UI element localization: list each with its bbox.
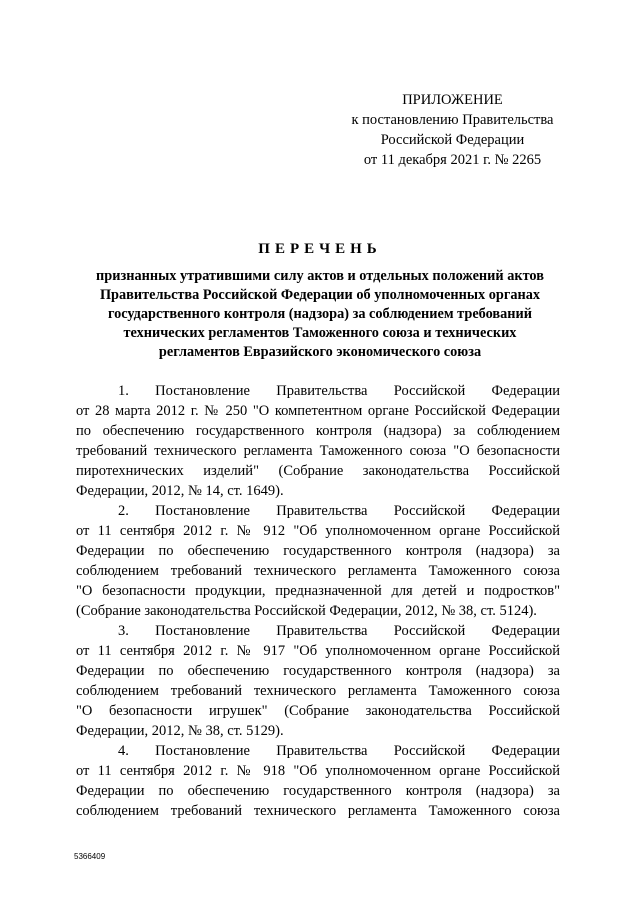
subtitle-line: признанных утратившими силу актов и отдельных положений актов bbox=[96, 268, 544, 284]
paragraph-line: от 28 марта 2012 г. № 250 "О компетентном органе Российской Федерации bbox=[76, 403, 560, 419]
paragraph-line: по обеспечению государственного контроля (надзора) за соблюдением bbox=[76, 423, 560, 439]
paragraph-line: 4. Постановление Правительства Российской Федерации bbox=[118, 743, 560, 759]
document-title: ПЕРЕЧЕНЬ bbox=[258, 241, 382, 257]
paragraph-line: 2. Постановление Правительства Российской Федерации bbox=[118, 503, 560, 519]
paragraph-line: от 11 сентября 2012 г. № 918 "Об уполномоченном органе Российской bbox=[76, 763, 560, 779]
paragraph-line: Федерации, 2012, № 14, ст. 1649). bbox=[76, 483, 284, 499]
paragraph-line: соблюдением требований технического регламента Таможенного союза bbox=[76, 803, 560, 819]
paragraph-line: Федерации, 2012, № 38, ст. 5129). bbox=[76, 723, 284, 739]
paragraph-line: 3. Постановление Правительства Российской Федерации bbox=[118, 623, 560, 639]
paragraph-line: Федерации по обеспечению государственного контроля (надзора) за bbox=[76, 543, 560, 559]
document-id-footer: 5366409 bbox=[74, 852, 106, 861]
paragraph-line: Федерации по обеспечению государственного контроля (надзора) за bbox=[76, 783, 560, 799]
paragraph-line: соблюдением требований технического регламента Таможенного союза bbox=[76, 563, 560, 579]
document-body bbox=[76, 381, 560, 821]
appendix-date-number: от 11 декабря 2021 г. № 2265 bbox=[363, 152, 542, 168]
paragraph-line: "О безопасности продукции, предназначенной для детей и подростков" bbox=[76, 583, 560, 599]
subtitle-line: регламентов Евразийского экономического союза bbox=[158, 344, 482, 360]
list-item bbox=[76, 381, 560, 501]
paragraph-line: (Собрание законодательства Российской Федерации, 2012, № 38, ст. 5124). bbox=[76, 603, 537, 619]
paragraph-line: 1. Постановление Правительства Российской Федерации bbox=[118, 383, 560, 399]
paragraph-line: требований технического регламента Таможенного союза "О безопасности bbox=[76, 443, 560, 459]
appendix-issuer: Российской Федерации bbox=[380, 132, 525, 148]
appendix-reference: к постановлению Правительства bbox=[351, 112, 554, 128]
list-item bbox=[76, 501, 560, 621]
paragraph-line: "О безопасности игрушек" (Собрание законодательства Российской bbox=[76, 703, 560, 719]
paragraph-line: от 11 сентября 2012 г. № 917 "Об уполномоченном органе Российской bbox=[76, 643, 560, 659]
paragraph-line: соблюдением требований технического регламента Таможенного союза bbox=[76, 683, 560, 699]
subtitle-line: технических регламентов Таможенного союза и технических bbox=[123, 325, 517, 341]
appendix-header bbox=[330, 90, 575, 170]
list-item bbox=[76, 741, 560, 821]
subtitle-line: Правительства Российской Федерации об уполномоченных органах bbox=[99, 287, 541, 303]
appendix-label: ПРИЛОЖЕНИЕ bbox=[402, 92, 503, 108]
list-item bbox=[76, 621, 560, 741]
paragraph-line: от 11 сентября 2012 г. № 912 "Об уполномоченном органе Российской bbox=[76, 523, 560, 539]
title-block bbox=[60, 239, 580, 362]
document-subtitle bbox=[60, 267, 580, 362]
paragraph-line: Федерации по обеспечению государственного контроля (надзора) за bbox=[76, 663, 560, 679]
subtitle-line: государственного контроля (надзора) за соблюдением требований bbox=[107, 306, 533, 322]
paragraph-line: пиротехнических изделий" (Собрание законодательства Российской bbox=[76, 463, 560, 479]
